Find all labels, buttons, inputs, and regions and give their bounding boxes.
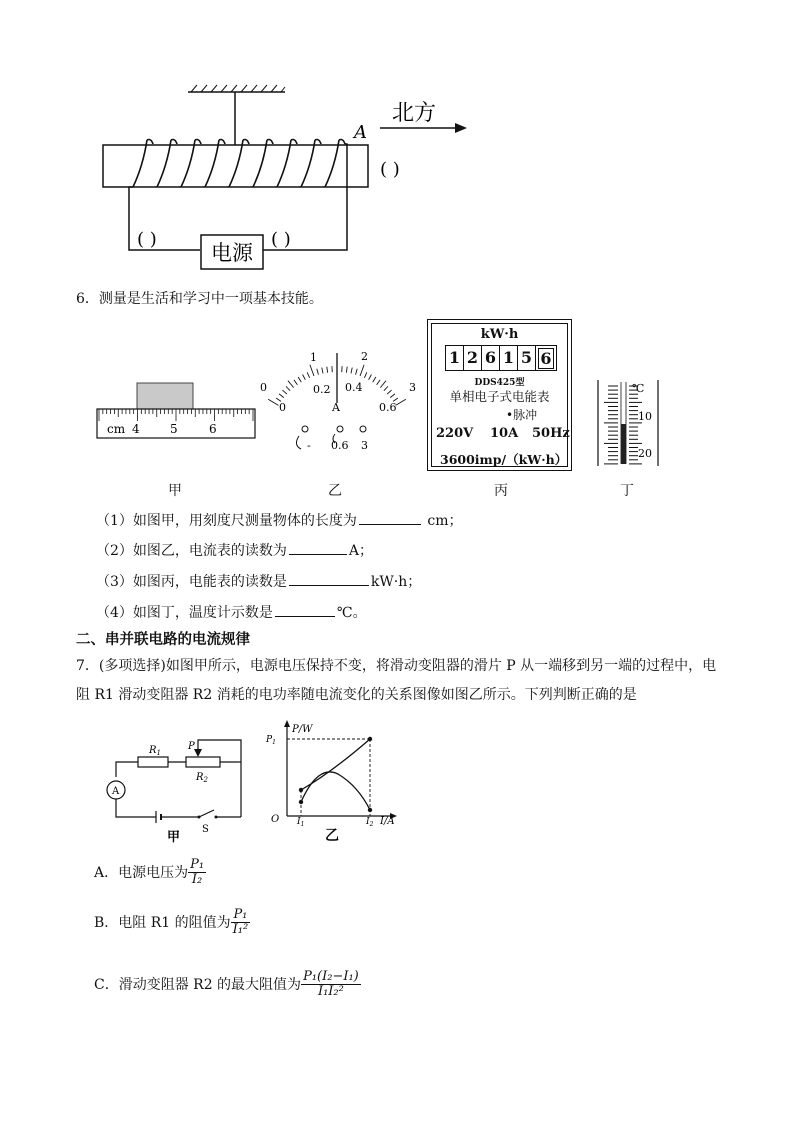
option-b[interactable]: B．电阻 R1 的阻值为 $\frac{\text{P₁}}{\text{I₁²}}$	[94, 907, 249, 937]
amm-unit: A	[332, 401, 340, 414]
tick-mark	[322, 368, 323, 374]
power-current-graph	[262, 716, 404, 846]
ruler-unit: cm	[107, 422, 126, 436]
slider-arrow	[194, 749, 202, 757]
thermo-label: 10	[638, 410, 652, 423]
answer-blank[interactable]	[289, 540, 347, 555]
ruler-tick-label: 6	[209, 422, 217, 436]
amm-bottom-label: 0.2	[313, 383, 331, 396]
meter-digits	[445, 345, 557, 371]
energy-meter	[427, 319, 572, 471]
section-title: 二、串并联电路的电流规律	[76, 632, 250, 648]
ruler-tick-label: 4	[132, 422, 140, 436]
tick-mark	[303, 374, 306, 379]
meter-frequency: 50Hz	[532, 426, 570, 441]
tick-mark	[360, 365, 364, 376]
circuit-figure	[98, 722, 253, 847]
y-label: P/W	[292, 724, 313, 735]
ruler-tick-label: 5	[170, 422, 178, 436]
r1-label: $R_1$	[149, 745, 161, 757]
meter-voltage: 220V	[436, 426, 474, 441]
tick-mark	[282, 390, 286, 394]
thermometer-figure	[592, 378, 667, 468]
switch-blade	[199, 810, 214, 817]
p-label: P	[188, 741, 195, 752]
caption-bing: 丙	[494, 483, 508, 499]
tick-mark	[369, 374, 372, 379]
fraction: $\frac{\text{P₁}}{\text{I₁²}}$	[232, 907, 249, 937]
meter-pulse: •脉冲	[506, 408, 538, 422]
ruler-figure	[95, 380, 260, 442]
tick-mark	[390, 394, 395, 398]
resistor-r1	[138, 757, 168, 767]
terminal-label: -	[307, 439, 311, 452]
curve-r1	[301, 739, 370, 790]
paren-mid: ( )	[271, 229, 291, 250]
tick-mark	[279, 394, 284, 398]
r2-label: $R_2$	[196, 772, 208, 784]
meter-digit: 6	[482, 346, 500, 370]
q7-line-2: 阻 R1 滑动变阻器 R2 消耗的电功率随电流变化的关系图像如图乙所示。下列判断正确的是	[76, 687, 637, 703]
x-label: I/A	[380, 816, 395, 827]
tick-mark	[288, 381, 294, 388]
tick-mark	[396, 399, 406, 405]
north-label: 北方	[392, 101, 437, 126]
q6-stem: 6．测量是生活和学习中一项基本技能。	[76, 291, 323, 307]
meter-unit: kW·h	[480, 327, 519, 342]
tick-mark	[377, 380, 380, 385]
thermo-label: 20	[638, 447, 652, 460]
solenoid-figure	[95, 80, 485, 275]
terminal-06	[337, 426, 343, 432]
tick-mark	[384, 386, 388, 390]
rheostat-r2	[186, 757, 220, 767]
tick-mark	[310, 365, 314, 376]
q6-item-1: （1）如图甲，用刻度尺测量物体的长度为 cm；	[96, 510, 462, 530]
graph-caption: 乙	[325, 828, 339, 844]
ammeter-figure	[255, 345, 420, 455]
tick-mark	[356, 369, 358, 375]
tick-mark	[307, 372, 309, 377]
answer-blank[interactable]	[275, 602, 335, 617]
thermo-unit: ℃	[632, 382, 645, 395]
terminal-label: 0.6	[331, 439, 349, 452]
liquid-column	[621, 424, 626, 464]
tick-mark	[373, 377, 376, 382]
q6-item-2: （2）如图乙，电流表的读数为 A；	[96, 540, 373, 560]
tick-mark	[317, 369, 319, 375]
ceiling-hatch	[191, 85, 285, 92]
meter-digit: 5	[518, 346, 536, 370]
answer-blank[interactable]	[359, 510, 421, 525]
fraction: $\frac{\text{P₁}}{\text{I₂}}$	[190, 857, 205, 887]
tick-mark	[387, 390, 391, 394]
tick-mark	[380, 381, 386, 388]
tick-mark	[298, 377, 301, 382]
fraction: $\frac{\text{P₁(I₂−I₁)}}{\text{I₁I₂²}}$	[303, 969, 359, 999]
amm-top-label: 0	[260, 381, 267, 394]
meter-constant: 3600imp/（kW·h）	[440, 452, 568, 467]
p1-label: $P_1$	[266, 735, 276, 746]
amm-top-label: 1	[310, 351, 317, 364]
tick-mark	[294, 380, 297, 385]
ammeter-letter: A	[112, 786, 120, 797]
tick-mark	[327, 367, 328, 373]
meter-decimal-digit: 6	[538, 348, 554, 369]
option-c[interactable]: C．滑动变阻器 R2 的最大阻值为 $\frac{\text{P₁(I₂−I₁)}}{\text{I₁I₂²}}$	[94, 969, 359, 999]
power-label: 电源	[211, 241, 253, 265]
q7-line-1: 7．(多项选择)如图甲所示，电源电压保持不变，将滑动变阻器的滑片 P 从一端移到另一端的过程中，电	[76, 658, 717, 674]
tick-mark	[351, 368, 352, 374]
i1-label: $I_1$	[297, 817, 305, 828]
amm-bottom-label: 0	[279, 401, 286, 414]
caption-ding: 丁	[620, 483, 634, 499]
paren-left: ( )	[137, 229, 157, 250]
measured-object	[137, 383, 193, 409]
meter-digit: 1	[500, 346, 518, 370]
option-a[interactable]: A．电源电压为 $\frac{\text{P₁}}{\text{I₂}}$	[94, 857, 205, 887]
q6-item-3: （3）如图丙，电能表的读数是 kW·h；	[96, 571, 421, 591]
meter-digit: 2	[464, 346, 482, 370]
caption-yi: 乙	[328, 483, 342, 499]
terminal-3	[360, 426, 366, 432]
meter-current: 10A	[490, 426, 519, 441]
meter-name: 单相电子式电能表	[449, 389, 550, 404]
circuit-caption: 甲	[167, 830, 181, 845]
point-a-label: A	[354, 122, 367, 143]
tick-mark	[268, 399, 278, 405]
meter-model: DDS425型	[474, 378, 525, 388]
amm-bottom-label: 0.4	[345, 381, 363, 394]
wire-hook	[296, 436, 301, 449]
amm-top-label: 2	[361, 350, 368, 363]
amm-top-label: 3	[409, 381, 416, 394]
switch-label: S	[202, 824, 209, 835]
tick-mark	[364, 372, 366, 377]
i2-label: $I_2$	[366, 817, 374, 828]
north-arrow-head	[455, 123, 467, 133]
tick-mark	[346, 367, 347, 373]
origin-label: O	[271, 814, 280, 825]
q6-item-4: （4）如图丁，温度计示数是 ℃。	[96, 602, 367, 622]
curve-r2	[301, 772, 370, 810]
answer-blank[interactable]	[289, 571, 369, 586]
terminal-neg	[302, 426, 308, 432]
tick-mark	[286, 386, 290, 390]
paren-right: ( )	[380, 159, 400, 180]
terminal-label: 3	[361, 439, 368, 452]
caption-jia: 甲	[168, 483, 182, 499]
amm-bottom-label: 0.6	[379, 401, 397, 414]
meter-digit: 1	[446, 346, 464, 370]
